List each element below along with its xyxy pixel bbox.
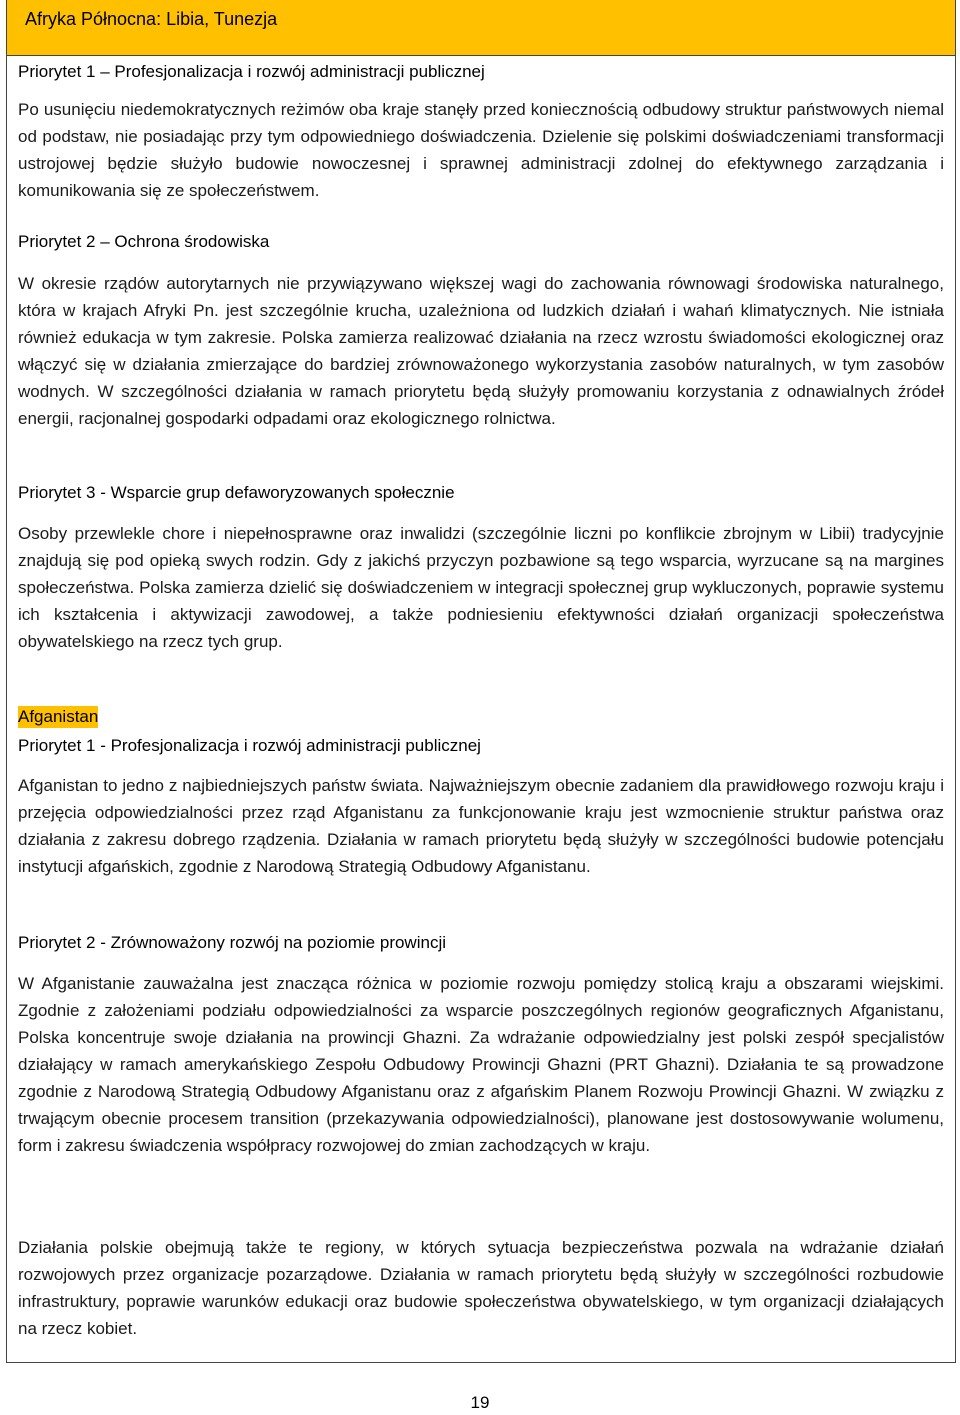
libia-p2-heading: Priorytet 2 – Ochrona środowiska <box>18 232 270 251</box>
libia-priority-1 <box>18 58 944 85</box>
libia-priority-3 <box>18 479 944 506</box>
afganistan-p1-body <box>18 772 944 880</box>
afganistan-priority-1 <box>18 732 944 759</box>
afganistan-p2-body <box>18 970 944 1159</box>
afganistan-p2-text: W Afganistanie zauważalna jest znacząca różnica w poziomie rozwoju pomiędzy stolicą kraju a obszarami wiejskimi. Zgodnie z założeniami podziału odpowiedzialności za wsparcie poszczególnych regionów geograficznych Afganistanu, Polska koncentruje swoje działania na prowincji Ghazni. Za wdrażanie odpowiedzialny jest polski zespół specjalistów działający w ramach amerykańskiego Zespołu Odbudowy Prowincji Ghazni (PRT Ghazni). Działania te są prowadzone zgodnie z Narodową Strategią Odbudowy Afganistanu oraz z afgańskim Planem Rozwoju Prowincji Ghazni. W związku z trwającym obecnie procesem transition (przekazywania odpowiedzialności), planowane jest dostosowywanie wolumenu, form i zakresu świadczenia współpracy rozwojowej do zmian zachodzących w kraju. <box>18 974 944 1155</box>
libia-p2-body <box>18 270 944 432</box>
afganistan-p2-heading: Priorytet 2 - Zrównoważony rozwój na poziomie prowincji <box>18 933 446 952</box>
region-title: Afryka Północna: Libia, Tunezja <box>25 9 278 29</box>
afganistan-p1-heading: Priorytet 1 - Profesjonalizacja i rozwój administracji publicznej <box>18 736 481 755</box>
libia-p1-heading: Priorytet 1 – Profesjonalizacja i rozwój administracji publicznej <box>18 62 485 81</box>
libia-p1-text: Po usunięciu niedemokratycznych reżimów oba kraje stanęły przed koniecznością odbudowy struktur państwowych niemal od podstaw, nie posiadając przy tym odpowiedniego doświadczenia. Dzielenie się polskimi doświadczeniami transformacji ustrojowej będzie służyło budowie nowoczesnej i sprawnej administracji zdolnej do efektywnego zarządzania i komunikowania się ze społeczeństwem. <box>18 100 944 200</box>
afganistan-p1-text: Afganistan to jedno z najbiedniejszych państw świata. Najważniejszym obecnie zadaniem dla prawidłowego rozwoju kraju i przejęcia odpowiedzialności przez rząd Afganistanu za funkcjonowanie kraju jest wzmocnienie struktur państwa oraz działania z zakresu dobrego rządzenia. Działania w ramach priorytetu będą służyły w szczególności budowie potencjału instytucji afgańskich, zgodnie z Narodową Strategią Odbudowy Afganistanu. <box>18 776 944 876</box>
libia-p3-heading: Priorytet 3 - Wsparcie grup defaworyzowanych społecznie <box>18 483 455 502</box>
afganistan-p2-body-b <box>18 1234 944 1342</box>
page-number: 19 <box>470 1393 490 1412</box>
libia-p1-body <box>18 96 944 204</box>
afganistan-title: Afganistan <box>18 707 99 726</box>
afganistan-priority-2 <box>18 929 944 956</box>
libia-priority-2 <box>18 228 944 255</box>
afganistan-p2-text-b: Działania polskie obejmują także te regiony, w których sytuacja bezpieczeństwa pozwala na wdrażanie działań rozwojowych przez organizacje pozarządowe. Działania w ramach priorytetu będą służyły w szczególności rozbudowie infrastruktury, poprawie warunków edukacji oraz budowie społeczeństwa obywatelskiego, w tym organizacji działających na rzecz kobiet. <box>18 1238 944 1338</box>
region-header-bar <box>7 0 955 56</box>
libia-p3-body <box>18 520 944 655</box>
libia-p3-text: Osoby przewlekle chore i niepełnosprawne oraz inwalidzi (szczególnie liczni po konflikcie zbrojnym w Libii) tradycyjnie znajdują się pod opieką swych rodzin. Gdy z jakichś przyczyn pozbawione są tego wsparcia, wyrzucane są na margines społeczeństwa. Polska zamierza dzielić się doświadczeniem w integracji społecznej grup wykluczonych, poprawie systemu ich kształcenia i aktywizacji zawodowej, a także podniesieniu efektywności działań organizacji społeczeństwa obywatelskiego na rzecz tych grup. <box>18 524 944 651</box>
afganistan-section-heading <box>18 706 944 728</box>
libia-p2-text: W okresie rządów autorytarnych nie przywiązywano większej wagi do zachowania równowagi środowiska naturalnego, która w krajach Afryki Pn. jest szczególnie krucha, uzależniona od ludzkich działań i wahań klimatycznych. Nie istniała również edukacja w tym zakresie. Polska zamierza realizować działania na rzecz wzrostu świadomości ekologicznej oraz włączyć się w działania zmierzające do bardziej zrównoważonego wykorzystania zasobów naturalnych, w tym zasobów wodnych. W szczególności działania w ramach priorytetu będą służyły promowaniu korzystania z odnawialnych źródeł energii, racjonalnej gospodarki odpadami oraz ekologicznego rolnictwa. <box>18 274 944 428</box>
